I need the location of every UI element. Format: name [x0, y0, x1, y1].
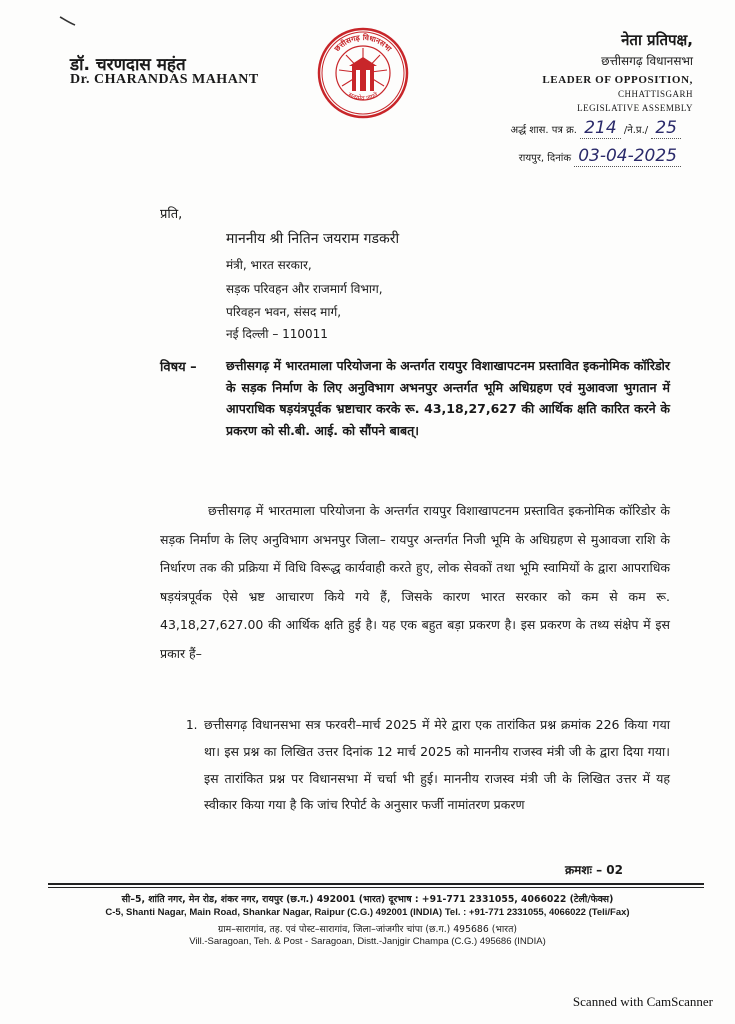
assembly-hindi: छत्तीसगढ़ विधानसभा — [601, 54, 693, 68]
item-text: छत्तीसगढ़ विधानसभा सत्र फरवरी–मार्च 2025 में मेरे द्वारा एक तारांकित प्रश्न क्रमांक 226 किया गया था। इस प्रश्न का लिखित उत्तर दिनांक 12 मार्च 2025 को माननीय राजस्व मंत्री जी के द्वारा दिया गया। इस तारांकित प्रश्न पर विधानसभा में चर्चा भी हुई। माननीय राजस्व मंत्री जी के लिखित उत्तर में यह स्वीकार किया गया है कि जांच रिपोर्ट के अनुसार फर्जी नामांतरण प्रकरण — [204, 717, 670, 813]
recipient-line-1: मंत्री, भारत सरकार, — [226, 258, 312, 272]
letter-date-row — [519, 146, 681, 166]
footer-address-hindi-2: ग्राम–सारागांव, तह. एवं पोस्ट–सारागांव, जिला–जांजगीर चांपा (छ.ग.) 495686 (भारत) — [218, 924, 517, 935]
emblem-top-text: छत्तीसगढ़ विधानसभा — [332, 32, 394, 54]
subject-text: छत्तीसगढ़ में भारतमाला परियोजना के अन्तर्गत रायपुर विशाखापटनम प्रस्तावित इकनोमिक कॉरिडोर के सड़क निर्माण के लिए अनुविभाग अभनपुर अन्तर्गत भूमि अधिग्रहण एवं मुआवजा भुगतान में आपराधिक षड़यंत्रपूर्वक भ्रष्टाचार करके रू. 43,18,27,627 की आर्थिक क्षति कारित करने के प्रकरण को सी.बी. आई. को सौंपने बाबत्। — [226, 358, 670, 438]
assembly-english: LEGISLATIVE ASSEMBLY — [577, 103, 693, 113]
scanner-watermark: Scanned with CamScanner — [572, 994, 713, 1009]
recipient-line-2: सड़क परिवहन और राजमार्ग विभाग, — [226, 282, 383, 296]
designation-english: LEADER OF OPPOSITION, — [542, 74, 693, 86]
footer-address-english-1: C-5, Shanti Nagar, Main Road, Shankar Nagar, Raipur (C.G.) 492001 (INDIA) Tel. : +91-771 2331055, 4066022 (Teli/Fax) — [105, 907, 630, 918]
state-english: CHHATTISGARH — [617, 89, 693, 99]
letter-reference — [510, 118, 681, 138]
letter-ref-mid: /ने.प्र./ — [623, 125, 649, 136]
recipient-line-4: नई दिल्ली – 110011 — [226, 327, 328, 341]
footer-divider-thin — [48, 887, 704, 888]
sender-name-hindi: डॉ. चरणदास महंत — [70, 55, 186, 75]
letter-ref-label: अर्द्ध शास. पत्र क्र. — [510, 125, 577, 136]
svg-text:सत्यमेव जयते — [347, 91, 380, 103]
footer-address-english-2: Vill.-Saragoan, Teh. & Post - Saragoan, Distt.-Janjgir Champa (C.G.) 495686 (INDIA) — [189, 936, 546, 947]
footer-divider — [48, 883, 704, 885]
letter-number: 214 — [580, 118, 620, 139]
letter-date: 03-04-2025 — [574, 146, 681, 167]
prati-label: प्रति, — [160, 207, 183, 222]
designation-hindi: नेता प्रतिपक्ष, — [621, 31, 693, 49]
date-label: रायपुर, दिनांक — [518, 153, 572, 164]
sender-name-english: Dr. CHARANDAS MAHANT — [70, 72, 259, 87]
emblem-icon — [316, 26, 410, 120]
item-number: 1. — [186, 718, 198, 732]
pen-mark-icon — [58, 14, 78, 28]
letter-year: 25 — [651, 118, 681, 139]
recipient-line-3: परिवहन भवन, संसद मार्ग, — [226, 305, 342, 319]
subject-label: विषय – — [160, 360, 197, 375]
recipient-name: माननीय श्री नितिन जयराम गडकरी — [226, 231, 400, 247]
body-paragraph: छत्तीसगढ़ में भारतमाला परियोजना के अन्तर्गत रायपुर विशाखापटनम प्रस्तावित इकनोमिक कॉरिडोर के सड़क निर्माण के लिए अनुविभाग अभनपुर जिला– रायपुर अन्तर्गत निजी भूमि के अधिग्रहण से मुआवजा राशि के निर्धारण तक की प्रक्रिया में विधि विरूद्ध कार्यवाही करते हुए, लोक सेवकों तथा भूमि स्वामियों के द्वारा आपराधिक षड़यंत्रपूर्वक ऐसे भ्रष्ट आचारण किये गये हैं, जिसके कारण भारत सरकार को कम से कम रू. 43,18,27,627.00 की आर्थिक क्षति हुई है। यह एक बहुत बड़ा प्रकरण है। इस प्रकरण के तथ्य संक्षेप में इस प्रकार हैं– — [160, 503, 670, 661]
emblem-bottom-text: सत्यमेव जयते — [346, 90, 380, 103]
footer-address-hindi-1: सी–5, शांति नगर, मेन रोड, शंकर नगर, रायपुर (छ.ग.) 492001 (भारत) दूरभाष : +91-771 2331055, 4066022 (टेली/फेक्स) — [121, 894, 614, 905]
continued-marker: क्रमशः – 02 — [564, 863, 623, 877]
